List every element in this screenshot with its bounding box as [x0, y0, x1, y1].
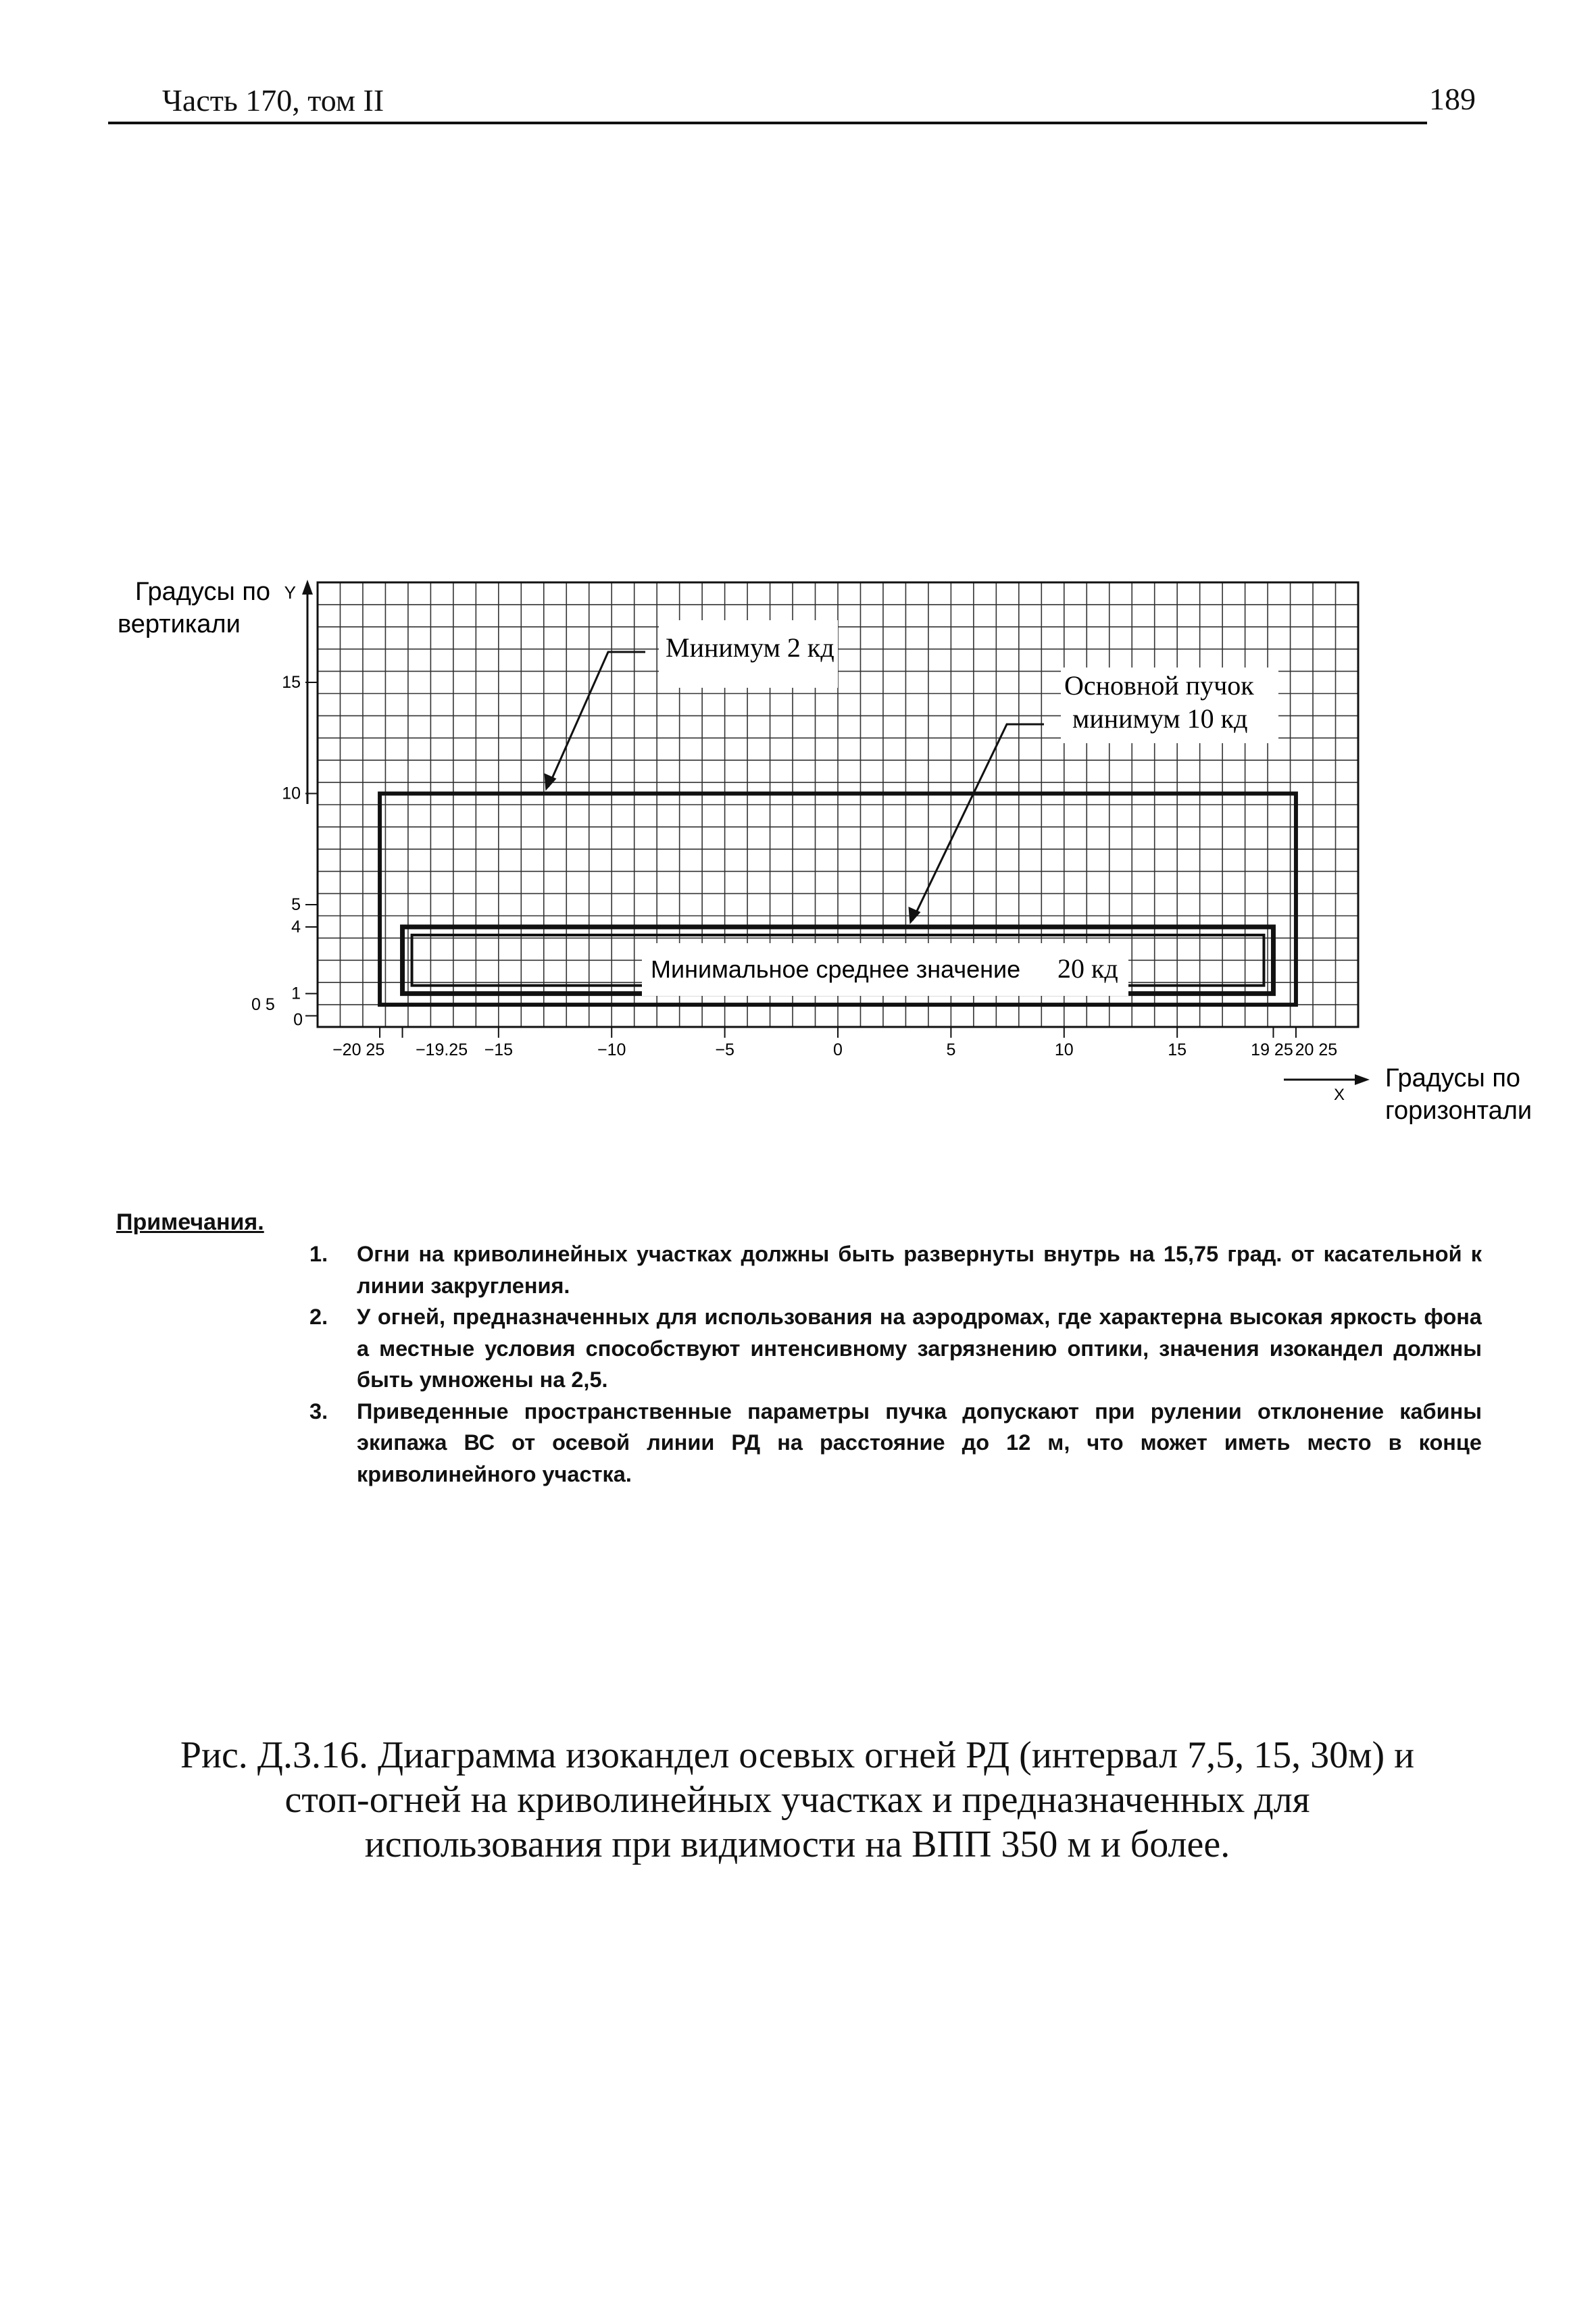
- note-text: Огни на криволинейных участках должны быть развернуты внутрь на 15,75 град. от касательной к линии закругления.: [357, 1242, 1482, 1298]
- x-tick-label: 0: [833, 1040, 843, 1059]
- y-axis-title: вертикали: [118, 610, 241, 638]
- x-tick-label: 15: [1168, 1040, 1187, 1059]
- annotation-avg-20cd: Минимальное среднее значение: [651, 955, 1021, 983]
- caption-line: стоп-огней на криволинейных участках и предназначенных для: [284, 1779, 1310, 1821]
- x-tick-label: −15: [484, 1040, 514, 1059]
- x-tick-label: 5: [946, 1040, 956, 1059]
- annotation-main-beam: Основной пучок: [1064, 670, 1254, 701]
- header-title: Часть 170, том II: [162, 83, 384, 118]
- note-item: [309, 1238, 1482, 1301]
- notes-title: Примечания.: [116, 1209, 264, 1235]
- y-axis-letter: Y: [284, 582, 296, 603]
- annotation-leader-main-beam: [912, 724, 1044, 920]
- annotation-min-2cd: Минимум 2 кд: [666, 632, 834, 663]
- note-number: 2.: [309, 1305, 328, 1329]
- y-axis-title: Градусы по: [135, 578, 271, 606]
- note-text: У огней, предназначенных для использования на аэродромах, где характерна высокая яркость фона а местные условия способствуют интенсивному загрязнению оптики, значения изокандел должны быть умножены на 2,5.: [357, 1305, 1482, 1392]
- y-axis-arrow-head: [302, 580, 313, 595]
- y-tick-label: 0 5: [251, 995, 275, 1015]
- x-tick-label: −10: [597, 1040, 626, 1059]
- note-number: 3.: [309, 1399, 328, 1424]
- chart-labels: [118, 578, 1532, 1125]
- note-text: Приведенные пространственные параметры пучка допускают при рулении отклонение кабины экипажа ВС от осевой линии РД на расстояние до 12 м, что может иметь место в конце криволинейного участка.: [357, 1399, 1482, 1486]
- x-tick-label: 20 25: [1295, 1040, 1338, 1059]
- x-tick-label: −5: [715, 1040, 734, 1059]
- page-number: 189: [1429, 82, 1476, 116]
- x-axis-title: горизонтали: [1385, 1097, 1532, 1125]
- note-item: [309, 1301, 1482, 1396]
- notes-list: [309, 1238, 1482, 1490]
- y-tick-label: 1: [291, 984, 301, 1003]
- y-tick-label: 15: [282, 673, 301, 693]
- caption-line: Рис. Д.3.16. Диаграмма изокандел осевых огней РД (интервал 7,5, 15, 30м) и: [180, 1734, 1415, 1776]
- x-axis-arrow-head: [1355, 1074, 1370, 1085]
- annotation-leader-min-2cd: [548, 652, 645, 787]
- y-tick-label: 10: [282, 784, 301, 803]
- y-tick-label: 5: [291, 895, 301, 915]
- annotation-avg-20cd-value: 20 кд: [1057, 953, 1118, 984]
- x-axis-letter: X: [1333, 1086, 1345, 1104]
- x-tick-label: −20 25: [332, 1040, 385, 1059]
- x-tick-label: 10: [1054, 1040, 1074, 1059]
- x-tick-label: 19 25: [1251, 1040, 1293, 1059]
- note-number: 1.: [309, 1242, 328, 1266]
- y-tick-label: 0: [293, 1010, 303, 1030]
- y-tick-label: 4: [291, 917, 301, 936]
- x-tick-label: −19.25: [415, 1040, 468, 1059]
- annotation-main-beam: минимум 10 кд: [1072, 703, 1248, 734]
- caption-line: использования при видимости на ВПП 350 м и более.: [364, 1823, 1230, 1865]
- note-item: [309, 1396, 1482, 1490]
- figure-caption: [135, 1733, 1460, 1867]
- x-axis-title: Градусы по: [1385, 1064, 1521, 1092]
